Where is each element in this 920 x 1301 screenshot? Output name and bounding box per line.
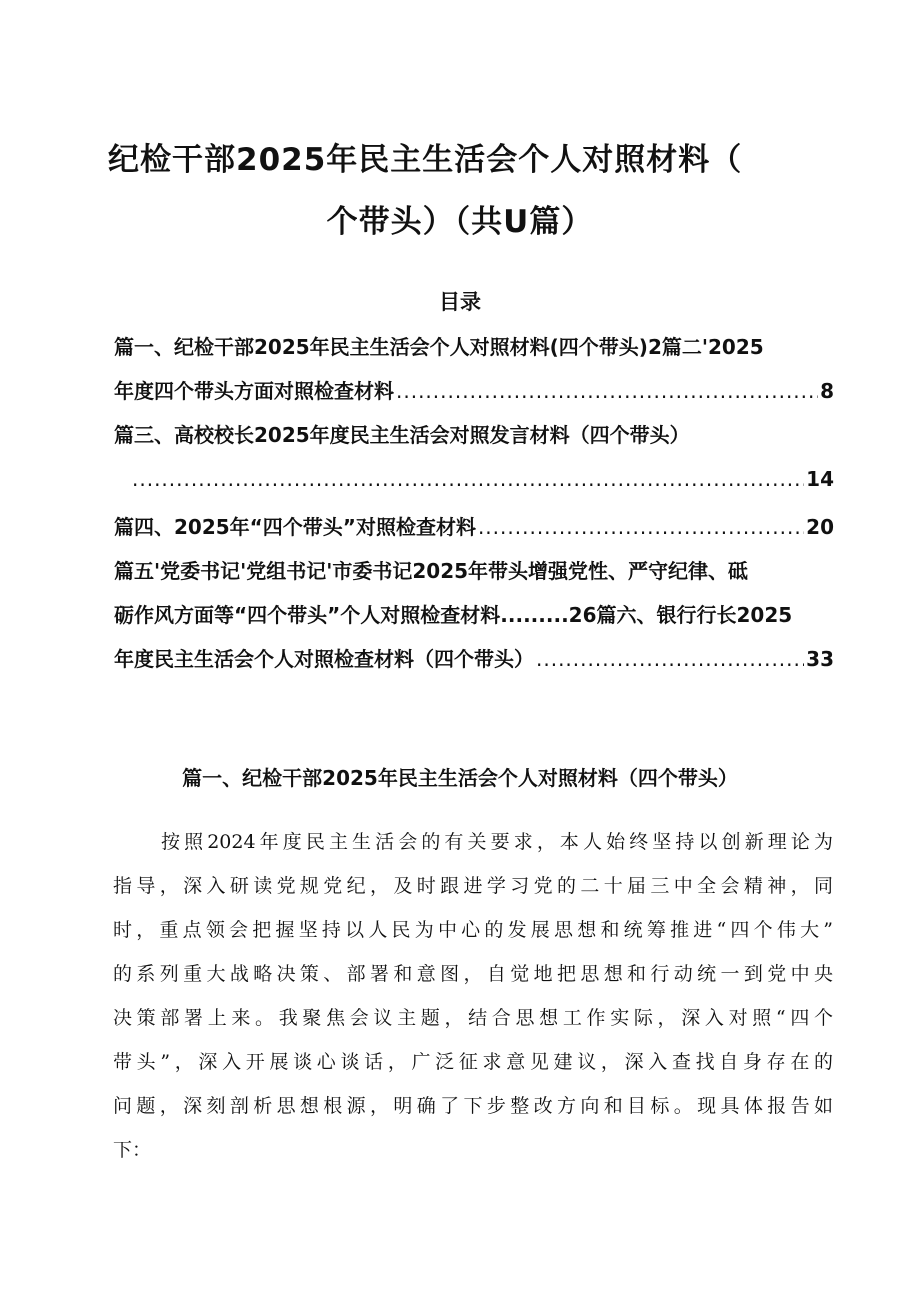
toc-entry-text: 砺作风方面等“四个带头”个人对照检查材料.........26篇六、银行行长2025 — [114, 603, 793, 627]
toc-entry-text: 篇五'党委书记'党组书记'市委书记2025年带头增强党性、严守纪律、砥 — [114, 559, 749, 583]
toc-page-number: 20 — [806, 515, 834, 539]
toc-line[interactable] — [114, 505, 834, 549]
toc-page-number: 8 — [820, 379, 834, 403]
toc-page-number: 14 — [806, 467, 834, 491]
toc-line[interactable] — [114, 637, 834, 681]
toc-entry-text: 年度四个带头方面对照检查材料 — [114, 379, 394, 403]
toc-line[interactable] — [114, 413, 834, 457]
toc-entry-text: 年度民主生活会个人对照检查材料（四个带头） — [114, 647, 534, 671]
paragraph-line: 下： — [113, 1139, 152, 1161]
paragraph-line: 决策部署上来。我聚焦会议主题，结合思想工作实际，深入对照“四个 — [113, 1007, 833, 1029]
toc-leader-dots — [478, 505, 804, 549]
toc-line[interactable] — [114, 593, 834, 637]
toc-line[interactable] — [114, 369, 834, 413]
section-heading: 篇一、纪检干部2025年民主生活会个人对照材料（四个带头） — [182, 765, 738, 790]
paragraph-line: 按照2024年度民主生活会的有关要求，本人始终坚持以创新理论为 — [161, 831, 833, 853]
paragraph-line: 问题，深刻剖析思想根源，明确了下步整改方向和目标。现具体报告如 — [113, 1095, 833, 1117]
toc-line[interactable] — [114, 549, 834, 593]
toc-leader-dots — [132, 457, 804, 501]
toc-heading: 目录 — [439, 290, 481, 314]
paragraph-line: 带头”，深入开展谈心谈话，广泛征求意见建议，深入查找自身存在的 — [113, 1051, 833, 1073]
paragraph-line: 的系列重大战略决策、部署和意图，自觉地把思想和行动统一到党中央 — [113, 963, 833, 985]
paragraph-line: 指导，深入研读党规党纪，及时跟进学习党的二十届三中全会精神，同 — [113, 875, 833, 897]
toc-leader-dots — [396, 369, 818, 413]
table-of-contents — [114, 325, 834, 681]
toc-entry-text: 篇三、高校校长2025年度民主生活会对照发言材料（四个带头） — [114, 423, 690, 447]
toc-entry-text: 篇一、纪检干部2025年民主生活会个人对照材料(四个带头)2篇二'2025 — [114, 335, 764, 359]
document-title-line-2: 个带头）（共U篇） — [326, 204, 594, 240]
toc-page-number: 33 — [806, 647, 834, 671]
toc-leader-dots — [536, 637, 804, 681]
paragraph-line: 时，重点领会把握坚持以人民为中心的发展思想和统筹推进“四个伟大” — [113, 919, 833, 941]
toc-line[interactable] — [114, 457, 834, 505]
document-title-line-1: 纪检干部2025年民主生活会个人对照材料（ — [108, 142, 743, 178]
toc-entry-text: 篇四、2025年“四个带头”对照检查材料 — [114, 515, 476, 539]
body-paragraph — [113, 820, 833, 1172]
toc-line[interactable] — [114, 325, 834, 369]
